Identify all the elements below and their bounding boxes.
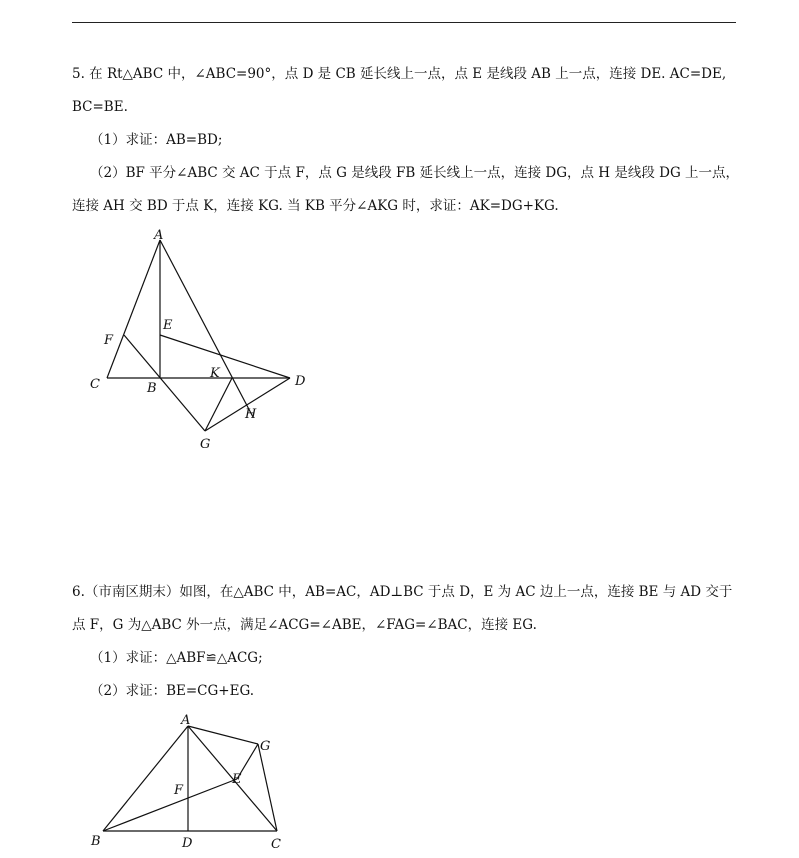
segment-ab bbox=[103, 726, 188, 831]
problem-5-figure bbox=[80, 225, 320, 455]
label-e: E bbox=[232, 772, 242, 787]
segment-ac bbox=[107, 240, 160, 378]
label-k: K bbox=[210, 366, 220, 381]
label-a: A bbox=[154, 228, 164, 243]
label-f: F bbox=[104, 333, 114, 348]
problem-6-stem-line-1: 6.（市南区期末）如图，在△ABC 中，AB=AC，AD⊥BC 于点 D，E 为 AC 边上一点，连接 BE 与 AD 交于 bbox=[72, 584, 733, 600]
problem-5-part-2-line-1: （2）BF 平分∠ABC 交 AC 于点 F，点 G 是线段 FB 延长线上一点，连接 DG，点 H 是线段 DG 上一点， bbox=[90, 165, 740, 181]
label-g: G bbox=[200, 437, 211, 452]
problem-5-part-2-line-2: 连接 AH 交 BD 于点 K，连接 KG. 当 KB 平分∠AKG 时，求证：AK=DG+KG. bbox=[72, 198, 559, 214]
problem-6-part-2: （2）求证：BE=CG+EG. bbox=[90, 683, 255, 699]
problem-6-figure bbox=[85, 708, 285, 858]
label-g: G bbox=[260, 739, 271, 754]
segment-fg bbox=[124, 335, 205, 431]
problem-5-stem-line-2: BC=BE. bbox=[72, 99, 128, 115]
label-e: E bbox=[163, 318, 173, 333]
segment-be bbox=[103, 779, 237, 831]
label-c: C bbox=[90, 377, 100, 392]
segment-gd bbox=[205, 378, 290, 431]
segment-gc bbox=[258, 744, 277, 831]
problem-5-stem-line-1: 5. 在 Rt△ABC 中，∠ABC=90°，点 D 是 CB 延长线上一点，点 E 是线段 AB 上一点，连接 DE. AC=DE, bbox=[72, 66, 727, 82]
problem-6-stem-line-2: 点 F，G 为△ABC 外一点，满足∠ACG=∠ABE，∠FAG=∠BAC，连接 EG. bbox=[72, 617, 537, 633]
label-d: D bbox=[182, 836, 193, 851]
label-a: A bbox=[181, 713, 191, 728]
segment-ag bbox=[188, 726, 258, 744]
problem-6-part-1: （1）求证：△ABF≌△ACG; bbox=[90, 650, 263, 666]
label-b: B bbox=[147, 381, 157, 396]
label-d: D bbox=[295, 374, 306, 389]
label-c: C bbox=[271, 837, 281, 852]
label-h: H bbox=[245, 407, 257, 422]
segment-ed bbox=[160, 335, 290, 378]
segment-ah bbox=[160, 240, 253, 417]
problem-5-part-1: （1）求证：AB=BD; bbox=[90, 132, 223, 148]
top-rule bbox=[72, 22, 736, 23]
label-f: F bbox=[174, 783, 184, 798]
label-b: B bbox=[91, 834, 101, 849]
